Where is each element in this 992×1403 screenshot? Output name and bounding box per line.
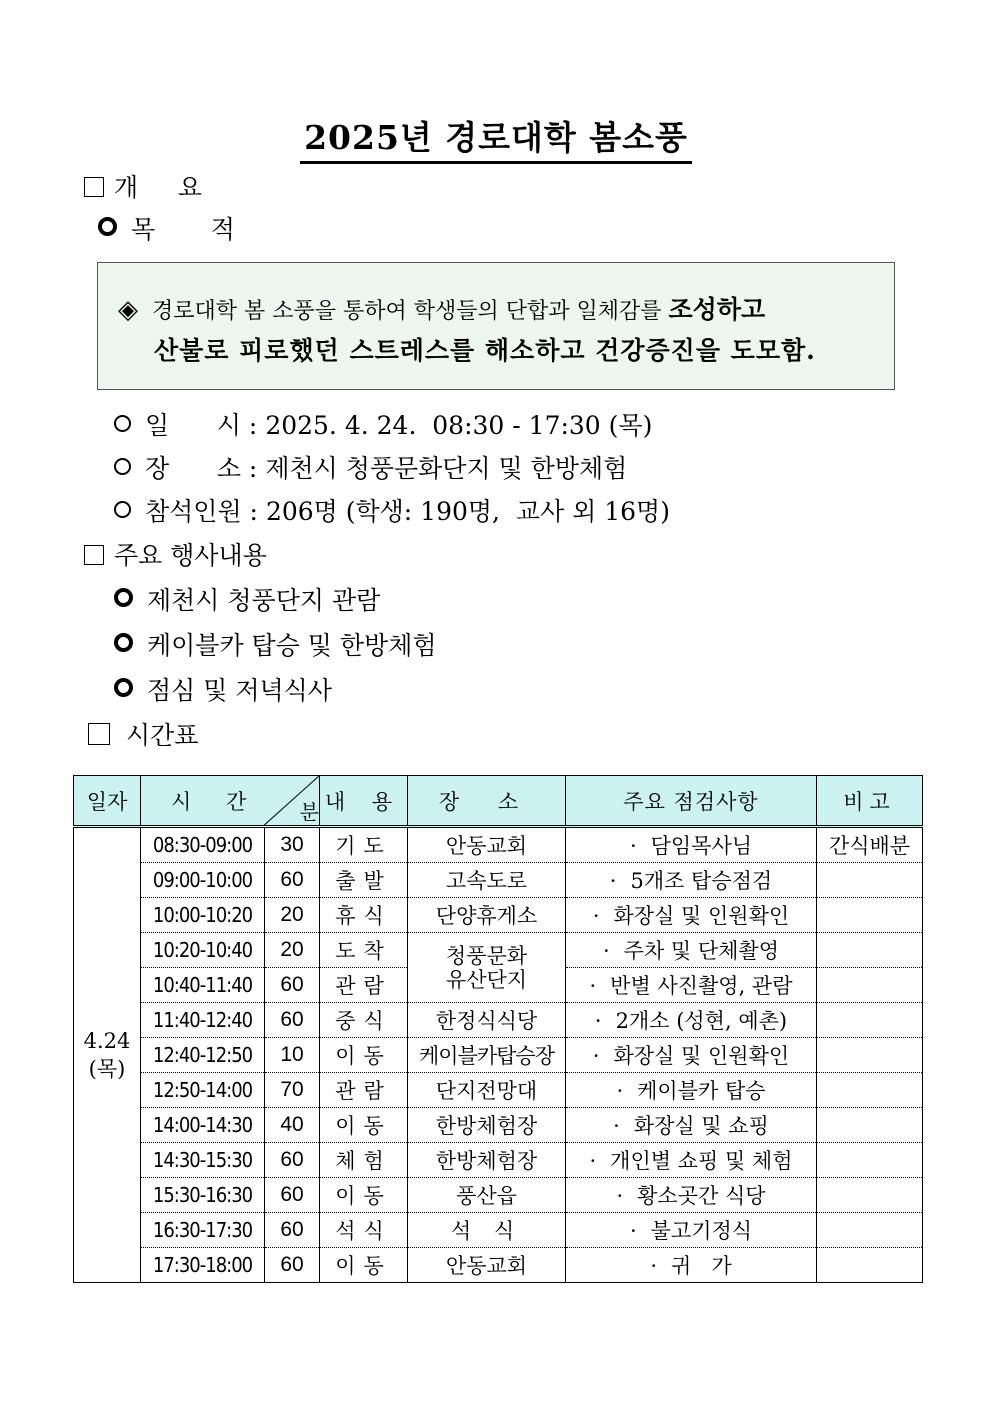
dot-bullet-icon: ·: [592, 904, 600, 928]
dot-bullet-icon: ·: [629, 834, 637, 858]
minutes-cell: 70: [265, 1073, 320, 1108]
check-text: 5개조 탑승점검: [630, 869, 773, 893]
date-value: 4.24: [83, 1029, 131, 1053]
activity-cell: 출발: [320, 863, 408, 898]
check-cell: [566, 863, 817, 898]
table-row: [74, 1073, 923, 1108]
activity-cell: 휴식: [320, 898, 408, 933]
schedule-table: [73, 775, 923, 1283]
info-date-label: 일 시: [145, 411, 241, 440]
place-line: 유산단지: [445, 967, 528, 992]
note-cell: [817, 1038, 923, 1073]
place-cell: 고속도로: [408, 863, 566, 898]
check-text: 주차 및 단체촬영: [623, 939, 780, 963]
date-cell: [74, 827, 141, 1283]
info-place-label: 장 소: [145, 454, 241, 483]
check-cell: [566, 898, 817, 933]
check-cell: [566, 1073, 817, 1108]
purpose-label-text: 목 적: [131, 215, 235, 244]
note-cell: [817, 1213, 923, 1248]
purpose-line-1-text: 경로대학 봄 소풍을 통하여 학생들의 단합과 일체감를: [152, 299, 662, 324]
activity-cell: 이동: [320, 1038, 408, 1073]
note-cell: [817, 968, 923, 1003]
activity-cell: 석식: [320, 1213, 408, 1248]
bullet-circle-icon: [114, 501, 131, 518]
time-cell: 12:50-14:00: [141, 1073, 265, 1108]
minutes-cell: 60: [265, 1003, 320, 1038]
time-cell: 15:30-16:30: [141, 1178, 265, 1213]
minutes-cell: 30: [265, 827, 320, 863]
place-cell: 안동교회: [408, 1248, 566, 1283]
purpose-box: [97, 262, 895, 390]
bullet-circle-icon: [114, 415, 131, 432]
activity-cell: 이동: [320, 1178, 408, 1213]
event-item: [114, 675, 332, 707]
check-text: 불고기정식: [650, 1219, 753, 1243]
table-header-row: [74, 776, 923, 827]
dot-bullet-icon: ·: [629, 1219, 637, 1243]
table-row: [74, 863, 923, 898]
schedule-body: [74, 827, 923, 1283]
time-cell: 14:30-15:30: [141, 1143, 265, 1178]
minutes-cell: 40: [265, 1108, 320, 1143]
check-cell: [566, 1178, 817, 1213]
event-item-text: 케이블카 탑승 및 한방체험: [147, 631, 437, 660]
dot-bullet-icon: ·: [616, 1079, 624, 1103]
check-cell: [566, 933, 817, 968]
info-attendees-value: 206명 (학생: 190명, 교사 외 16명): [265, 497, 670, 526]
check-text: 개인별 쇼핑 및 체험: [610, 1149, 793, 1173]
time-cell: 12:40-12:50: [141, 1038, 265, 1073]
minutes-cell: 60: [265, 1213, 320, 1248]
time-cell: 11:40-12:40: [141, 1003, 265, 1038]
check-text: 반별 사진촬영, 관람: [610, 974, 793, 998]
note-cell: [817, 933, 923, 968]
time-cell: 17:30-18:00: [141, 1248, 265, 1283]
dot-bullet-icon: ·: [609, 869, 617, 893]
activity-cell: 기도: [320, 827, 408, 863]
check-cell: [566, 1038, 817, 1073]
table-row: [74, 1248, 923, 1283]
event-item: [114, 585, 380, 617]
header-date: 일자: [74, 776, 141, 827]
table-row: [74, 933, 923, 968]
note-cell: [817, 1073, 923, 1108]
minutes-cell: 60: [265, 863, 320, 898]
header-time: [141, 776, 320, 827]
header-time-label: 시 간: [171, 790, 261, 814]
note-cell: 간식배분: [817, 827, 923, 863]
place-cell: 한정식식당: [408, 1003, 566, 1038]
check-text: 2개소 (성현, 예촌): [615, 1009, 788, 1033]
bullet-circle-icon: [114, 633, 133, 652]
document-title: 2025년 경로대학 봄소풍: [300, 112, 692, 164]
check-text: 귀 가: [671, 1254, 732, 1278]
date-day: (목): [88, 1057, 126, 1081]
minutes-cell: 60: [265, 1248, 320, 1283]
note-cell: [817, 863, 923, 898]
dot-bullet-icon: ·: [602, 939, 610, 963]
table-row: [74, 1038, 923, 1073]
time-cell: 09:00-10:00: [141, 863, 265, 898]
time-cell: 08:30-09:00: [141, 827, 265, 863]
overview-heading-text: 개 요: [114, 173, 203, 202]
activity-cell: 중식: [320, 1003, 408, 1038]
schedule-heading-text: 시간표: [126, 721, 199, 750]
event-item: [114, 630, 437, 662]
check-cell: [566, 1108, 817, 1143]
info-attendees-label: 참석인원: [145, 497, 242, 526]
check-cell: [566, 1213, 817, 1248]
header-note: 비고: [817, 776, 923, 827]
place-cell: 한방체험장: [408, 1143, 566, 1178]
document-title-wrap: [0, 112, 992, 164]
check-cell: [566, 1003, 817, 1038]
schedule-heading: [88, 720, 198, 752]
check-text: 케이블카 탑승: [637, 1079, 766, 1103]
activity-cell: 관람: [320, 1073, 408, 1108]
place-cell: 풍산읍: [408, 1178, 566, 1213]
info-attendees: 참석인원 : 206명 (학생: 190명, 교사 외 16명): [114, 496, 670, 528]
header-activity: 내 용: [320, 776, 408, 827]
table-row: [74, 827, 923, 863]
dot-bullet-icon: ·: [613, 1114, 620, 1138]
info-date-value: 2025. 4. 24. 08:30 - 17:30 (목): [265, 411, 653, 440]
checkbox-square-icon: [84, 177, 104, 197]
place-cell: 석 식: [408, 1213, 566, 1248]
time-cell: 16:30-17:30: [141, 1213, 265, 1248]
place-cell: 단양휴게소: [408, 898, 566, 933]
info-place: 장 소 : 제천시 청풍문화단지 및 한방체험: [114, 453, 627, 485]
dot-bullet-icon: ·: [650, 1254, 658, 1278]
check-cell: [566, 1248, 817, 1283]
table-row: [74, 1003, 923, 1038]
bullet-circle-icon: [114, 588, 133, 607]
activity-cell: 이동: [320, 1248, 408, 1283]
table-row: [74, 898, 923, 933]
note-cell: [817, 1248, 923, 1283]
check-cell: [566, 1143, 817, 1178]
check-cell: [566, 968, 817, 1003]
check-text: 담임목사님: [650, 834, 753, 858]
note-cell: [817, 898, 923, 933]
diamond-bullet-icon: ◈: [118, 295, 138, 325]
time-cell: 10:20-10:40: [141, 933, 265, 968]
dot-bullet-icon: ·: [594, 1009, 602, 1033]
dot-bullet-icon: ·: [592, 1044, 600, 1068]
info-place-value: 제천시 청풍문화단지 및 한방체험: [265, 454, 628, 483]
check-text: 황소곳간 식당: [637, 1184, 766, 1208]
note-cell: [817, 1143, 923, 1178]
checkbox-square-icon: [84, 545, 104, 565]
events-heading-text: 주요 행사내용: [114, 541, 267, 570]
event-item-text: 점심 및 저녁식사: [147, 676, 332, 705]
events-heading: [84, 540, 267, 572]
place-cell: 단지전망대: [408, 1073, 566, 1108]
place-cell: 안동교회: [408, 827, 566, 863]
time-cell: 10:00-10:20: [141, 898, 265, 933]
bullet-circle-icon: [114, 678, 133, 697]
event-item-text: 제천시 청풍단지 관람: [147, 586, 381, 615]
place-line: 청풍문화: [445, 943, 528, 968]
place-cell: 케이블카탑승장: [408, 1038, 566, 1073]
header-check: 주요 점검사항: [566, 776, 817, 827]
minutes-cell: 60: [265, 1178, 320, 1213]
check-text: 화장실 및 쇼핑: [633, 1114, 769, 1138]
minutes-cell: 60: [265, 1143, 320, 1178]
table-row: [74, 1178, 923, 1213]
purpose-line-2: 산불로 피로했던 스트레스를 해소하고 건강증진을 도모함.: [154, 336, 816, 365]
checkbox-square-icon: [88, 723, 110, 745]
info-date: 일 시 : 2025. 4. 24. 08:30 - 17:30 (목): [114, 410, 652, 442]
dot-bullet-icon: ·: [589, 1149, 597, 1173]
purpose-label: [98, 214, 235, 246]
table-row: [74, 1213, 923, 1248]
check-text: 화장실 및 인원확인: [613, 1044, 790, 1068]
activity-cell: 관람: [320, 968, 408, 1003]
bullet-circle-icon: [114, 458, 131, 475]
activity-cell: 이동: [320, 1108, 408, 1143]
dot-bullet-icon: ·: [616, 1184, 624, 1208]
purpose-line-1: [118, 290, 765, 326]
place-cell: [408, 933, 566, 1003]
check-text: 화장실 및 인원확인: [613, 904, 790, 928]
minutes-cell: 60: [265, 968, 320, 1003]
activity-cell: 체험: [320, 1143, 408, 1178]
minutes-cell: 20: [265, 933, 320, 968]
minutes-cell: 10: [265, 1038, 320, 1073]
table-row: [74, 1108, 923, 1143]
note-cell: [817, 1003, 923, 1038]
time-cell: 10:40-11:40: [141, 968, 265, 1003]
dot-bullet-icon: ·: [589, 974, 597, 998]
header-min-label: 분: [299, 800, 319, 824]
check-cell: [566, 827, 817, 863]
activity-cell: 도착: [320, 933, 408, 968]
time-cell: 14:00-14:30: [141, 1108, 265, 1143]
bullet-circle-icon: [98, 217, 117, 236]
purpose-line-1-bold: 조성하고: [668, 295, 766, 324]
overview-heading: [84, 172, 202, 204]
minutes-cell: 20: [265, 898, 320, 933]
note-cell: [817, 1178, 923, 1213]
note-cell: [817, 1108, 923, 1143]
header-place: 장 소: [408, 776, 566, 827]
place-cell: 한방체험장: [408, 1108, 566, 1143]
table-row: [74, 1143, 923, 1178]
